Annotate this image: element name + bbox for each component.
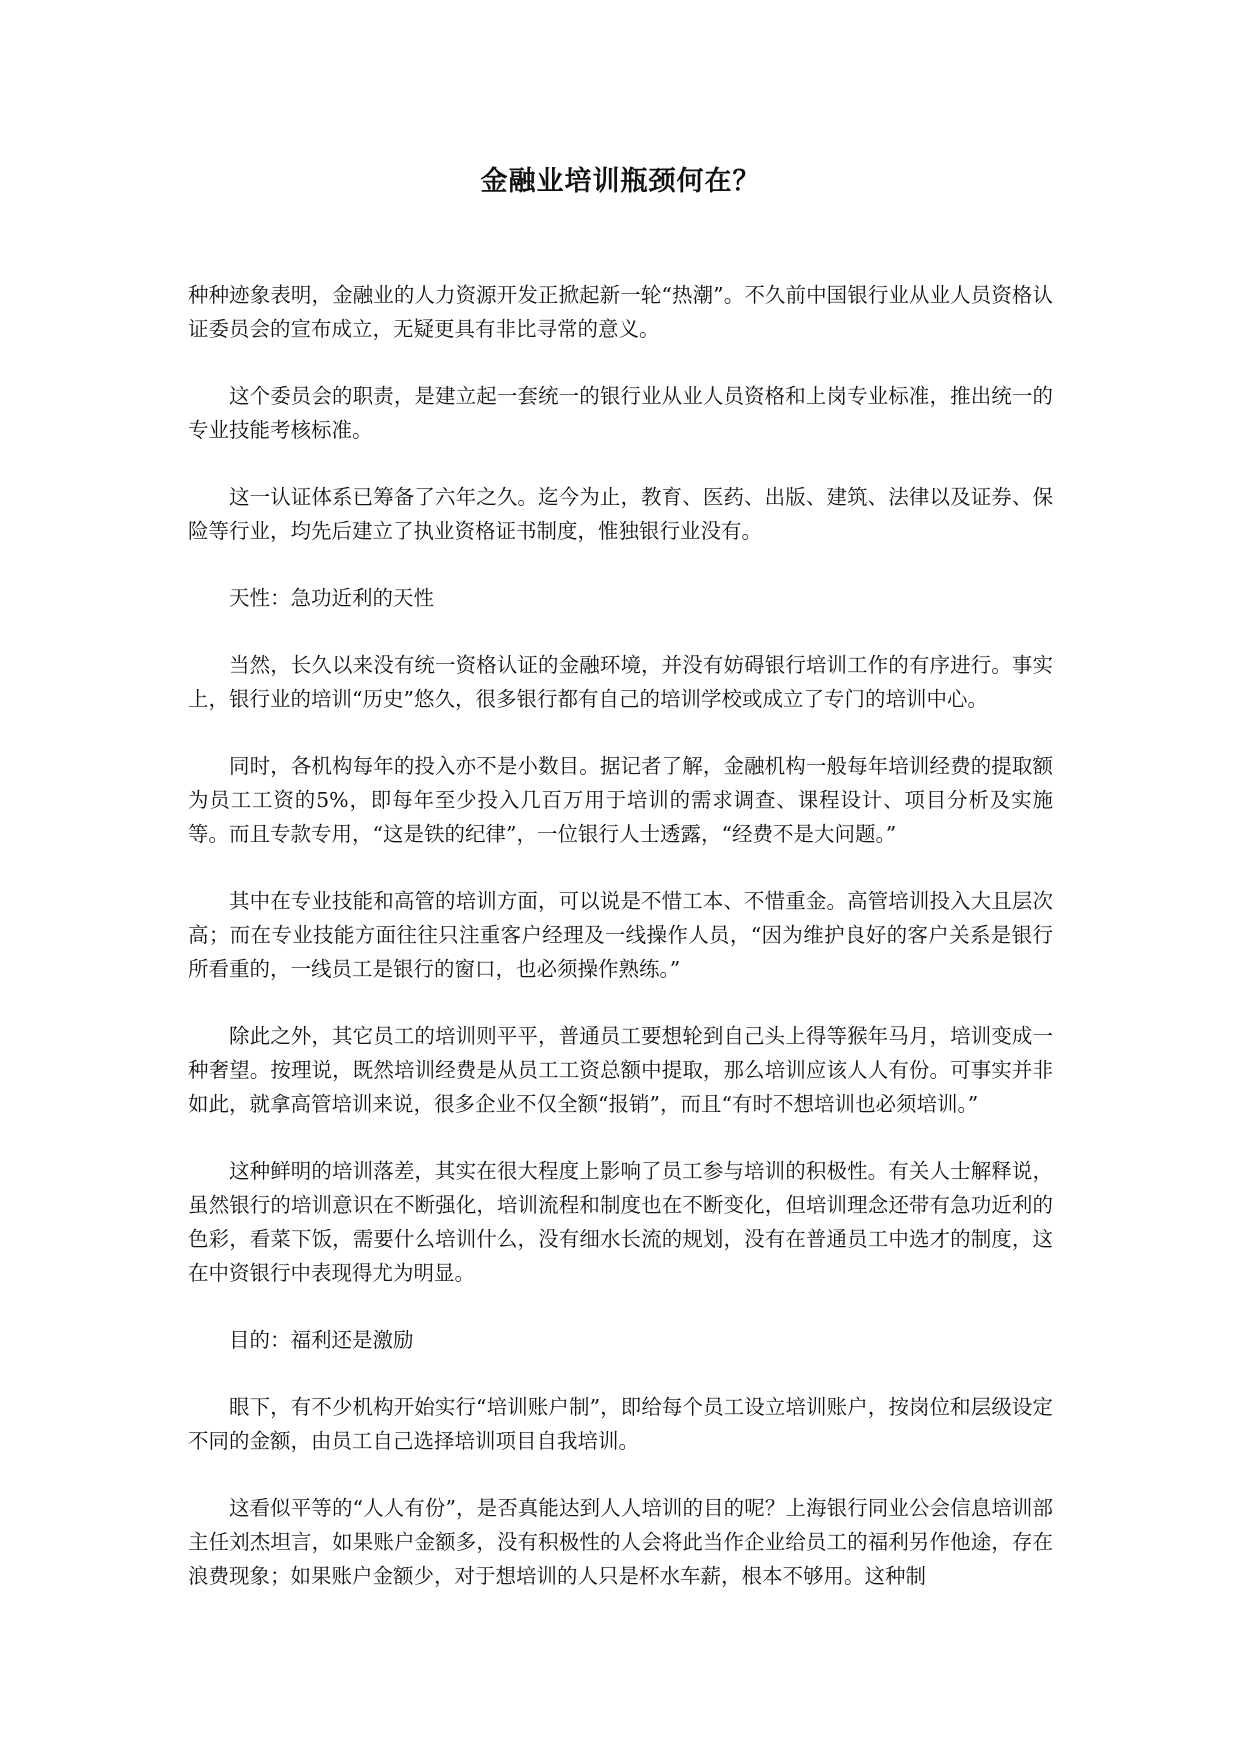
paragraph-9: 这种鲜明的培训落差，其实在很大程度上影响了员工参与培训的积极性。有关人士解释说，虽然银行的培训意识在不断强化，培训流程和制度也在不断变化，但培训理念还带有急功近利的色彩，看菜下饭，需要什么培训什么，没有细水长流的规划，没有在普通员工中选才的制度，这在中资银行中表现得尤为明显。 <box>188 1159 1053 1285</box>
paragraph-8: 除此之外，其它员工的培训则平平，普通员工要想轮到自己头上得等猴年马月，培训变成一种奢望。按理说，既然培训经费是从员工工资总额中提取，那么培训应该人人有份。可事实并非如此，就拿高管培训来说，很多企业不仅全额“报销”，而且“有时不想培训也必须培训。” <box>188 1024 1053 1116</box>
paragraph-7: 其中在专业技能和高管的培训方面，可以说是不惜工本、不惜重金。高管培训投入大且层次高；而在专业技能方面往往只注重客户经理及一线操作人员，“因为维护良好的客户关系是银行所看重的，一线员工是银行的窗口，也必须操作熟练。” <box>188 889 1053 981</box>
paragraph-5: 当然，长久以来没有统一资格认证的金融环境，并没有妨碍银行培训工作的有序进行。事实上，银行业的培训“历史”悠久，很多银行都有自己的培训学校或成立了专门的培训中心。 <box>188 653 1053 711</box>
section-heading-purpose: 目的：福利还是激励 <box>229 1328 414 1352</box>
paragraph-2: 这个委员会的职责，是建立起一套统一的银行业从业人员资格和上岗专业标准，推出统一的专业技能考核标准。 <box>188 384 1053 442</box>
paragraph-6: 同时，各机构每年的投入亦不是小数目。据记者了解，金融机构一般每年培训经费的提取额为员工工资的5%，即每年至少投入几百万用于培训的需求调查、课程设计、项目分析及实施等。而且专款专用，“这是铁的纪律”，一位银行人士透露，“经费不是大问题。” <box>188 754 1053 846</box>
paragraph-12: 这看似平等的“人人有份”，是否真能达到人人培训的目的呢？上海银行同业公会信息培训部主任刘杰坦言，如果账户金额多，没有积极性的人会将此当作企业给员工的福利另作他途，存在浪费现象；如果账户金额少，对于想培训的人只是杯水车薪，根本不够用。这种制 <box>188 1496 1053 1588</box>
document-title: 金融业培训瓶颈何在？ <box>480 166 761 197</box>
document-body <box>188 278 1053 1626</box>
paragraph-11: 眼下，有不少机构开始实行“培训账户制”，即给每个员工设立培训账户，按岗位和层级设定不同的金额，由员工自己选择培训项目自我培训。 <box>188 1395 1053 1453</box>
section-heading-nature: 天性：急功近利的天性 <box>229 586 434 610</box>
paragraph-1: 种种迹象表明，金融业的人力资源开发正掀起新一轮“热潮”。不久前中国银行业从业人员资格认证委员会的宣布成立，无疑更具有非比寻常的意义。 <box>188 283 1053 341</box>
paragraph-3: 这一认证体系已筹备了六年之久。迄今为止，教育、医药、出版、建筑、法律以及证券、保险等行业，均先后建立了执业资格证书制度，惟独银行业没有。 <box>188 485 1053 543</box>
